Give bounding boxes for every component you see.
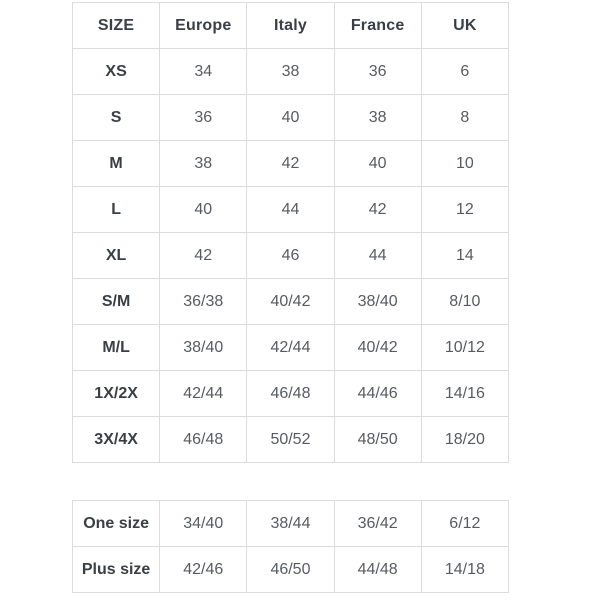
uk-value: 6 [421,49,508,95]
table-row [73,325,509,371]
france-value: 36 [334,49,421,95]
italy-value: 46/48 [247,371,334,417]
italy-value: 44 [247,187,334,233]
table-row [73,233,509,279]
size-label: XL [73,233,160,279]
size-label: One size [73,501,160,547]
size-label: Plus size [73,547,160,593]
column-header-size: SIZE [73,3,160,49]
italy-value: 40 [247,95,334,141]
europe-value: 40 [160,187,247,233]
france-value: 38/40 [334,279,421,325]
table-row [73,141,509,187]
column-header-uk: UK [421,3,508,49]
size-conversion-table [72,2,509,463]
size-label: 3X/4X [73,417,160,463]
uk-value: 14/18 [421,547,508,593]
europe-value: 38/40 [160,325,247,371]
uk-value: 18/20 [421,417,508,463]
europe-value: 46/48 [160,417,247,463]
table-row [73,187,509,233]
column-header-italy: Italy [247,3,334,49]
table-header-row [73,3,509,49]
europe-value: 34/40 [160,501,247,547]
size-label: M [73,141,160,187]
table-row [73,279,509,325]
europe-value: 42/44 [160,371,247,417]
italy-value: 38 [247,49,334,95]
europe-value: 36/38 [160,279,247,325]
table-row [73,95,509,141]
special-sizes-table [72,500,509,593]
france-value: 44/48 [334,547,421,593]
italy-value: 50/52 [247,417,334,463]
italy-value: 46 [247,233,334,279]
uk-value: 14 [421,233,508,279]
table-row [73,371,509,417]
size-label: XS [73,49,160,95]
france-value: 44/46 [334,371,421,417]
size-label: S/M [73,279,160,325]
italy-value: 38/44 [247,501,334,547]
table-row [73,547,509,593]
france-value: 38 [334,95,421,141]
europe-value: 34 [160,49,247,95]
column-header-europe: Europe [160,3,247,49]
france-value: 48/50 [334,417,421,463]
table-row [73,49,509,95]
france-value: 40 [334,141,421,187]
france-value: 40/42 [334,325,421,371]
italy-value: 42 [247,141,334,187]
italy-value: 40/42 [247,279,334,325]
italy-value: 42/44 [247,325,334,371]
table-row [73,417,509,463]
europe-value: 38 [160,141,247,187]
italy-value: 46/50 [247,547,334,593]
france-value: 42 [334,187,421,233]
france-value: 44 [334,233,421,279]
france-value: 36/42 [334,501,421,547]
size-label: L [73,187,160,233]
uk-value: 8 [421,95,508,141]
europe-value: 42/46 [160,547,247,593]
size-label: S [73,95,160,141]
uk-value: 6/12 [421,501,508,547]
size-label: 1X/2X [73,371,160,417]
uk-value: 14/16 [421,371,508,417]
uk-value: 8/10 [421,279,508,325]
uk-value: 12 [421,187,508,233]
size-label: M/L [73,325,160,371]
uk-value: 10/12 [421,325,508,371]
europe-value: 42 [160,233,247,279]
europe-value: 36 [160,95,247,141]
uk-value: 10 [421,141,508,187]
table-row [73,501,509,547]
column-header-france: France [334,3,421,49]
